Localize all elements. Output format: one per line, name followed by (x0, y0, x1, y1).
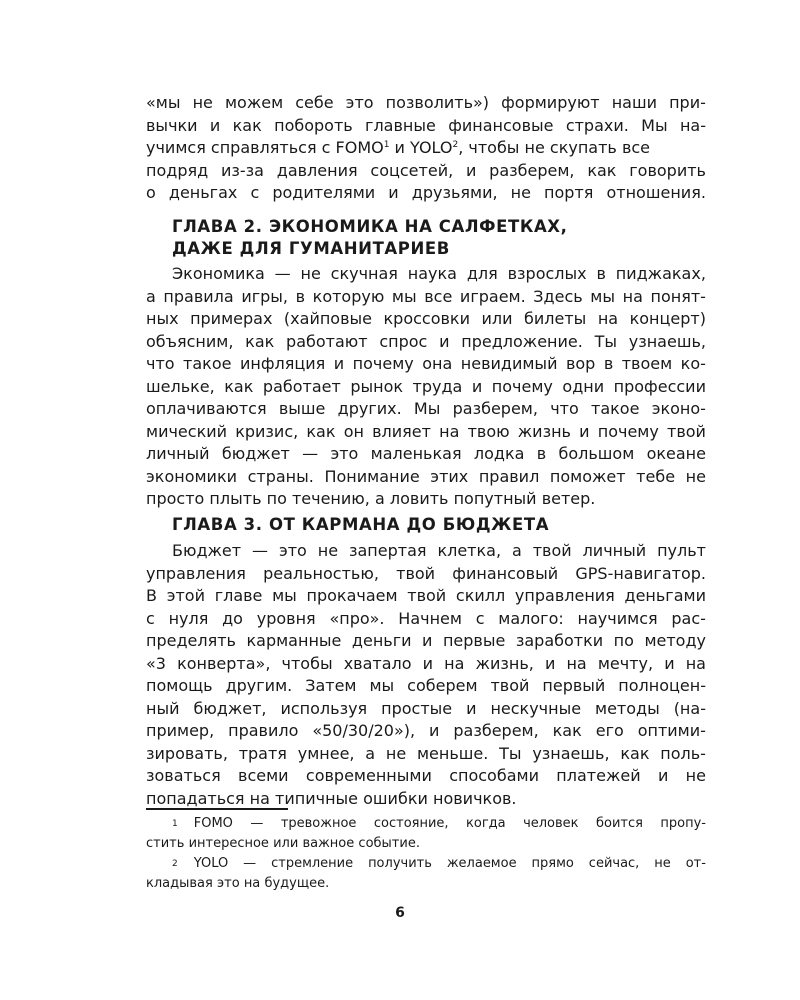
text-line: что такое инфляция и почему она невидимый вор в твоем ко- (146, 354, 706, 373)
text-line: о деньгах с родителями и друзьями, не портя отношения. (146, 183, 706, 202)
text-line: с нуля до уровня «про». Начнем с малого: научимся рас- (146, 608, 706, 628)
footnote-mark: 2 (172, 859, 178, 869)
chapter-heading-line: ГЛАВА 3. ОТ КАРМАНА ДО БЮДЖЕТА (172, 515, 550, 534)
footnote-1-continued: стить интересное или важное событие. (146, 836, 420, 851)
text-line: управления реальностью, твой финансовый GPS-навигатор. (146, 563, 706, 583)
footnote-ref-1[interactable]: 1 (383, 140, 390, 150)
text-line-with-footnote-refs: учимся справляться с FOMO$^1$ и YOLO$^2$, чтобы не скупать все (146, 138, 651, 157)
text-line: помощь другим. Затем мы соберем твой первый полноцен- (146, 676, 706, 695)
chapter-3-heading (146, 514, 706, 536)
text-line: «мы не можем себе это позволить») формируют наши при- (146, 93, 706, 112)
text-line: личный бюджет — это маленькая лодка в большом океане (146, 444, 706, 463)
text-line: В этой главе мы прокачаем твой скилл управления деньгами (146, 586, 706, 605)
footnotes (146, 814, 706, 894)
text-line: оплачиваются выше других. Мы разберем, что такое эконо- (146, 399, 706, 418)
chapter-2-heading (146, 216, 706, 260)
footnote-mark: 1 (172, 819, 178, 829)
text-line: объясним, как работают спрос и предложение. Ты узнаешь, (146, 331, 706, 351)
text-line: шельке, как работает рынок труда и почему одни профессии (146, 376, 706, 396)
chapter-heading-line: ГЛАВА 2. ЭКОНОМИКА НА САЛФЕТКАХ, (172, 217, 568, 236)
text-line: ных примерах (хайповые кроссовки или билеты на концерт) (146, 309, 706, 328)
text-line: экономики страны. Понимание этих правил поможет тебе не (146, 466, 706, 486)
text-line: зоваться всеми современными способами платежей и не (146, 766, 706, 785)
chapter-2-paragraph (146, 263, 706, 511)
chapter-heading-line: ДАЖЕ ДЛЯ ГУМАНИТАРИЕВ (172, 239, 450, 258)
text-line: пределять карманные деньги и первые заработки по методу (146, 631, 706, 650)
text-line: вычки и как побороть главные финансовые страхи. Мы на- (146, 115, 706, 135)
text-line: просто плыть по течению, а ловить попутный ветер. (146, 489, 596, 508)
chapter-3-paragraph (146, 540, 706, 810)
footnote-ref-2[interactable]: 2 (452, 140, 459, 150)
footnote-2-continued: кладывая это на будущее. (146, 876, 330, 891)
text-line: зировать, тратя умнее, а не меньше. Ты узнаешь, как поль- (146, 743, 706, 763)
footnote-1: 1 FOMO — тревожное состояние, когда человек боится пропу- (146, 814, 706, 834)
text-line: мический кризис, как он влияет на твою жизнь и почему твой (146, 421, 706, 441)
text-line: пример, правило «50/30/20»), и разберем, как его оптими- (146, 721, 706, 740)
text-line: «3 конверта», чтобы хватало и на жизнь, и на мечту, и на (146, 653, 706, 673)
text-line: ный бюджет, используя простые и нескучные методы (на- (146, 698, 706, 718)
text-line: подряд из-за давления соцсетей, и разберем, как говорить (146, 160, 706, 180)
footnote-2: 2 YOLO — стремление получить желаемое прямо сейчас, не от- (146, 854, 706, 874)
text-line: попадаться на типичные ошибки новичков. (146, 788, 517, 808)
intro-paragraph (146, 92, 706, 205)
footnote-separator (146, 808, 288, 810)
text-line: а правила игры, в которую мы все играем. Здесь мы на понят- (146, 286, 706, 306)
text-line: Бюджет — это не запертая клетка, а твой личный пульт (172, 541, 706, 560)
text-line: Экономика — не скучная наука для взрослых в пиджаках, (172, 264, 706, 283)
page-number: 6 (395, 905, 405, 921)
